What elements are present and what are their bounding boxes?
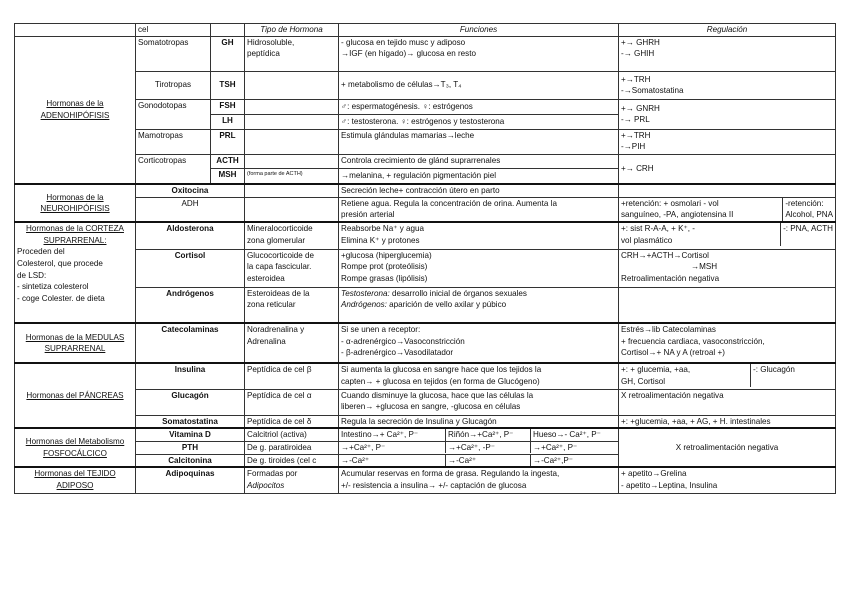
table-row bbox=[15, 249, 836, 287]
cell-hormone: Somatostatina bbox=[136, 415, 245, 428]
cell-regulacion: +: +glucemia, +aa, + AG, + H. intestinales bbox=[619, 415, 836, 428]
group-fosfocalcico: Hormonas del Metabolismo FOSFOCÁLCICO bbox=[15, 428, 136, 467]
table-row bbox=[15, 363, 836, 389]
cell-tipo bbox=[245, 129, 339, 154]
cell-regulacion: + apetito→Grelina - apetito→Leptina, Insulina bbox=[619, 467, 836, 493]
table-row bbox=[15, 36, 836, 71]
cell-regulacion: +: sist R-A-A, + K⁺, - vol plasmático -: PNA, ACTH bbox=[619, 222, 836, 249]
cell-regulacion: Estrés→lib Catecolaminas + frecuencia cardiaca, vasoconstricción, Cortisol→+ NA y A (retroal +) bbox=[619, 323, 836, 363]
table-row bbox=[15, 467, 836, 493]
cell-abbr: PRL bbox=[211, 129, 245, 154]
cell-regulacion: +→ GNRH -→ PRL bbox=[619, 99, 836, 129]
cell-hormone: ADH bbox=[136, 197, 245, 222]
cell-regulacion: +→ CRH bbox=[619, 154, 836, 184]
cell-funciones: →melanina, + regulación pigmentación piel bbox=[339, 168, 619, 184]
header-abbr bbox=[211, 24, 245, 37]
cell-funciones: Si aumenta la glucosa en sangre hace que los tejidos la capten→ + glucosa en tejidos (en forma de Glucógeno) bbox=[339, 363, 619, 389]
cell-funciones: Controla crecimiento de glánd suprarrenales bbox=[339, 154, 619, 168]
header-funciones: Funciones bbox=[339, 24, 619, 37]
cell-hormone: PTH bbox=[136, 441, 245, 454]
cell-regulacion: X retroalimentación negativa bbox=[619, 428, 836, 467]
cell-tipo: Esteroideas de la zona reticular bbox=[245, 287, 339, 323]
cell-tipo: Calcitriol (activa) bbox=[245, 428, 339, 441]
cell-abbr: ACTH bbox=[211, 154, 245, 168]
cell-funciones: Retiene agua. Regula la concentración de orina. Aumenta la presión arterial bbox=[339, 197, 619, 222]
cell-regulacion: CRH→+ACTH→Cortisol →MSH Retroalimentación negativa bbox=[619, 249, 836, 287]
table-row bbox=[15, 428, 836, 441]
cell-funciones: Regula la secreción de Insulina y Glucagón bbox=[339, 415, 619, 428]
header-tipo: Tipo de Hormona bbox=[245, 24, 339, 37]
cell-abbr: TSH bbox=[211, 71, 245, 99]
cell-tipo bbox=[245, 154, 339, 168]
cell-cel: Gonodotopas bbox=[136, 99, 211, 129]
cell-funciones: + metabolismo de células→T₃, T₄ bbox=[339, 71, 619, 99]
cell-regulacion: +: + glucemia, +aa, GH, Cortisol -: Glucagón bbox=[619, 363, 836, 389]
cell-hormone: Cortisol bbox=[136, 249, 245, 287]
cell-funciones: - glucosa en tejido musc y adiposo →IGF (en hígado)→ glucosa en resto bbox=[339, 36, 619, 71]
cell-tipo: Peptídica de cel β bbox=[245, 363, 339, 389]
table-row bbox=[15, 197, 836, 222]
cell-cel: Somatotropas bbox=[136, 36, 211, 71]
cell-tipo: Hidrosoluble, peptídica bbox=[245, 36, 339, 71]
cell-funciones: +glucosa (hiperglucemia) Rompe prot (proteólisis) Rompe grasas (lipólisis) bbox=[339, 249, 619, 287]
group-pancreas: Hormonas del PÁNCREAS bbox=[15, 363, 136, 428]
cell-cel: Mamotropas bbox=[136, 129, 211, 154]
table-row bbox=[15, 129, 836, 154]
cell-tipo bbox=[245, 197, 339, 222]
cell-regulacion bbox=[619, 287, 836, 323]
cell-hormone: Vitamina D bbox=[136, 428, 245, 441]
cell-abbr: LH bbox=[211, 114, 245, 129]
group-adenohipofisis: Hormonas de la ADENOHIPÓFISIS bbox=[15, 36, 136, 184]
cell-hormone: Aldosterona bbox=[136, 222, 245, 249]
cell-funciones: Cuando disminuye la glucosa, hace que las células la liberen→ +glucosa en sangre, -glucosa en células bbox=[339, 389, 619, 415]
group-medulas: Hormonas de la MEDULAS SUPRARRENAL bbox=[15, 323, 136, 363]
cell-cel: Tirotropas bbox=[136, 71, 211, 99]
cell-tipo: Noradrenalina y Adrenalina bbox=[245, 323, 339, 363]
cell-hormone: Calcitonina bbox=[136, 454, 245, 467]
cell-regulacion: X retroalimentación negativa bbox=[619, 389, 836, 415]
cell-regulacion: +retención: + osmolari - vol sanguíneo, -PA, angiotensina II -retención: Alcohol, PNA bbox=[619, 197, 836, 222]
cell-tipo: Mineralocorticoide zona glomerular bbox=[245, 222, 339, 249]
cell-funciones: Testosterona: desarrollo inicial de órganos sexuales Andrógenos: aparición de vello axilar y púbico bbox=[339, 287, 619, 323]
group-adiposo: Hormonas del TEJIDO ADIPOSO bbox=[15, 467, 136, 493]
cell-hormone: Adipoquinas bbox=[136, 467, 245, 493]
cell-funciones: ♂: testosterona. ♀: estrógenos y testosterona bbox=[339, 114, 619, 129]
cell-tipo: (forma parte de ACTH) bbox=[245, 168, 339, 184]
cell-hormone: Andrógenos bbox=[136, 287, 245, 323]
cell-regulacion: +→TRH -→Somatostatina bbox=[619, 71, 836, 99]
cell-tipo bbox=[245, 114, 339, 129]
cell-funciones: Acumular reservas en forma de grasa. Regulando la ingesta, +/- resistencia a insulina→ +/- captación de glucosa bbox=[339, 467, 619, 493]
cell-hormone: Glucagón bbox=[136, 389, 245, 415]
table-row bbox=[15, 323, 836, 363]
table-row bbox=[15, 415, 836, 428]
group-corteza: Hormonas de la CORTEZA SUPRARRENAL: Proceden del Colesterol, que procede de LSD: - sintetiza colesterol - coge Colester. de dieta bbox=[15, 222, 136, 323]
header-cel: cel bbox=[136, 24, 211, 37]
cell-tipo: De g. tiroides (cel c bbox=[245, 454, 339, 467]
cell-funciones: ♂: espermatogénesis. ♀: estrógenos bbox=[339, 99, 619, 114]
table-row bbox=[15, 287, 836, 323]
cell-funciones: Si se unen a receptor: - α-adrenérgico→Vasoconstricción - β-adrenérgico→Vasodilatador bbox=[339, 323, 619, 363]
header-regulacion: Regulación bbox=[619, 24, 836, 37]
cell-cel: Corticotropas bbox=[136, 154, 211, 184]
group-neurohipofisis: Hormonas de la NEUROHIPÓFISIS bbox=[15, 184, 136, 222]
cell-hormone: Oxitocina bbox=[136, 184, 245, 197]
cell-tipo: De g. paratiroidea bbox=[245, 441, 339, 454]
table-row bbox=[15, 99, 836, 114]
table-row bbox=[15, 389, 836, 415]
cell-funciones: Estimula glándulas mamarias→leche bbox=[339, 129, 619, 154]
cell-regulacion: +→ GHRH -→ GHIH bbox=[619, 36, 836, 71]
cell-abbr: FSH bbox=[211, 99, 245, 114]
cell-tipo bbox=[245, 99, 339, 114]
cell-funciones: Intestino→+ Ca²⁺, P⁻ Riñón→+Ca²⁺, P⁻ Hueso→- Ca²⁺, P⁻ bbox=[339, 428, 619, 441]
cell-hormone: Insulina bbox=[136, 363, 245, 389]
cell-regulacion bbox=[619, 184, 836, 197]
hormone-table bbox=[14, 23, 836, 494]
table-row bbox=[15, 184, 836, 197]
cell-tipo bbox=[245, 184, 339, 197]
cell-abbr: MSH bbox=[211, 168, 245, 184]
table-row bbox=[15, 222, 836, 249]
cell-tipo: Peptídica de cel δ bbox=[245, 415, 339, 428]
cell-funciones: Secreción leche+ contracción útero en parto bbox=[339, 184, 619, 197]
table-row bbox=[15, 154, 836, 168]
cell-hormone: Catecolaminas bbox=[136, 323, 245, 363]
cell-funciones: →-Ca²⁺ →-Ca²⁺ →-Ca²⁺,P⁻ bbox=[339, 454, 619, 467]
cell-tipo: Peptídica de cel α bbox=[245, 389, 339, 415]
cell-tipo: Formadas por Adipocitos bbox=[245, 467, 339, 493]
header-row bbox=[15, 24, 836, 37]
header-empty bbox=[15, 24, 136, 37]
cell-funciones: →+Ca²⁺, P⁻ →+Ca²⁺, -P⁻ →+Ca²⁺, P⁻ bbox=[339, 441, 619, 454]
cell-regulacion: +→TRH -→PIH bbox=[619, 129, 836, 154]
table-row bbox=[15, 71, 836, 99]
cell-abbr: GH bbox=[211, 36, 245, 71]
cell-tipo: Glucocorticoide de la capa fascicular. esteroidea bbox=[245, 249, 339, 287]
cell-tipo bbox=[245, 71, 339, 99]
cell-funciones: Reabsorbe Na⁺ y agua Elimina K⁺ y protones bbox=[339, 222, 619, 249]
